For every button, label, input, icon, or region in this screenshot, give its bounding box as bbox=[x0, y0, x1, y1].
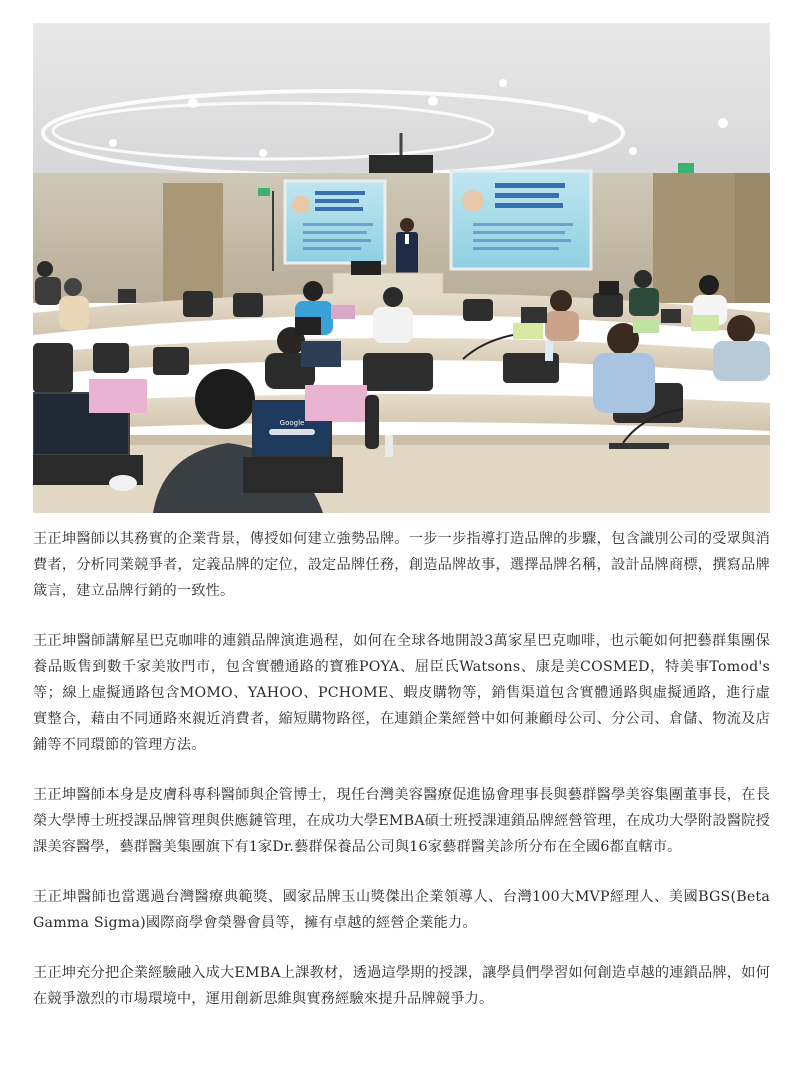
podium-monitor bbox=[351, 261, 381, 275]
wooden-door bbox=[653, 173, 743, 303]
paragraph-emba-teaching: 王正坤充分把企業經驗融入成大EMBA上課教材，透過這學期的授課，讓學員們學習如何創造卓越的連鎖品牌，如何在競爭激烈的市場環境中，運用創新思維與實務經驗來提升品牌競爭力。 bbox=[33, 965, 770, 1007]
slide-title-lines-left bbox=[315, 191, 365, 211]
slide-portrait-right bbox=[462, 190, 484, 212]
slide-title-lines-right bbox=[495, 183, 565, 208]
lecture-hall-photo bbox=[33, 23, 770, 513]
desk-row-front bbox=[33, 443, 770, 513]
paragraph-awards: 王正坤醫師也當選過台灣醫療典範獎、國家品牌玉山獎傑出企業領導人、台灣100大MVP經理人、美國BGS(Beta Gamma Sigma)國際商學會榮譽會員等，擁有卓越的經營企業能力。 bbox=[33, 889, 770, 931]
article-body bbox=[33, 526, 770, 1036]
slide-portrait-left bbox=[292, 196, 310, 214]
lecture-hall-illustration bbox=[33, 23, 770, 513]
exit-sign bbox=[678, 163, 694, 173]
laptop-screen-google: Google bbox=[279, 419, 305, 427]
paragraph-chain-brand-evolution: 王正坤醫師講解星巴克咖啡的連鎖品牌演進過程，如何在全球各地開設3萬家星巴克咖啡，也示範如何把藝群集團保養品販售到數千家美妝門市，包含實體通路的寶雅POYA、屈臣氏Watsons、康是美COSMED，特美事Tomod's等；線上虛擬通路包含MOMO、YAHOO、PCHOME、蝦皮購物等，銷售渠道包含實體通路與虛擬通路，進行虛實整合，藉由不同通路來親近消費者，縮短購物路徑，在連鎖企業經營中如何兼顧母公司、分公司、倉儲、物流及店鋪等不同環節的管理方法。 bbox=[33, 633, 770, 753]
right-wall-panel bbox=[735, 173, 770, 303]
paragraph-branding-steps: 王正坤醫師以其務實的企業背景，傳授如何建立強勢品牌。一步一步指導打造品牌的步驟，包含識別公司的受眾與消費者，分析同業競爭者，定義品牌的定位，設定品牌任務，創造品牌故事，選擇品牌名稱，設計品牌商標，撰寫品牌箴言，建立品牌行銷的一致性。 bbox=[33, 531, 770, 599]
wood-panel-left bbox=[163, 183, 223, 303]
paragraph-lecturer-background: 王正坤醫師本身是皮膚科專科醫師與企管博士，現任台灣美容醫療促進協會理事長與藝群醫學美容集團董事長，在長榮大學博士班授課品牌管理與供應鏈管理，在成功大學EMBA碩士班授課連鎖品牌經營管理，在成功大學附設醫院授課美容醫學，藝群醫美集團旗下有1家Dr.藝群保養品公司與16家藝群醫美診所分布在全國6都直轄市。 bbox=[33, 787, 770, 855]
